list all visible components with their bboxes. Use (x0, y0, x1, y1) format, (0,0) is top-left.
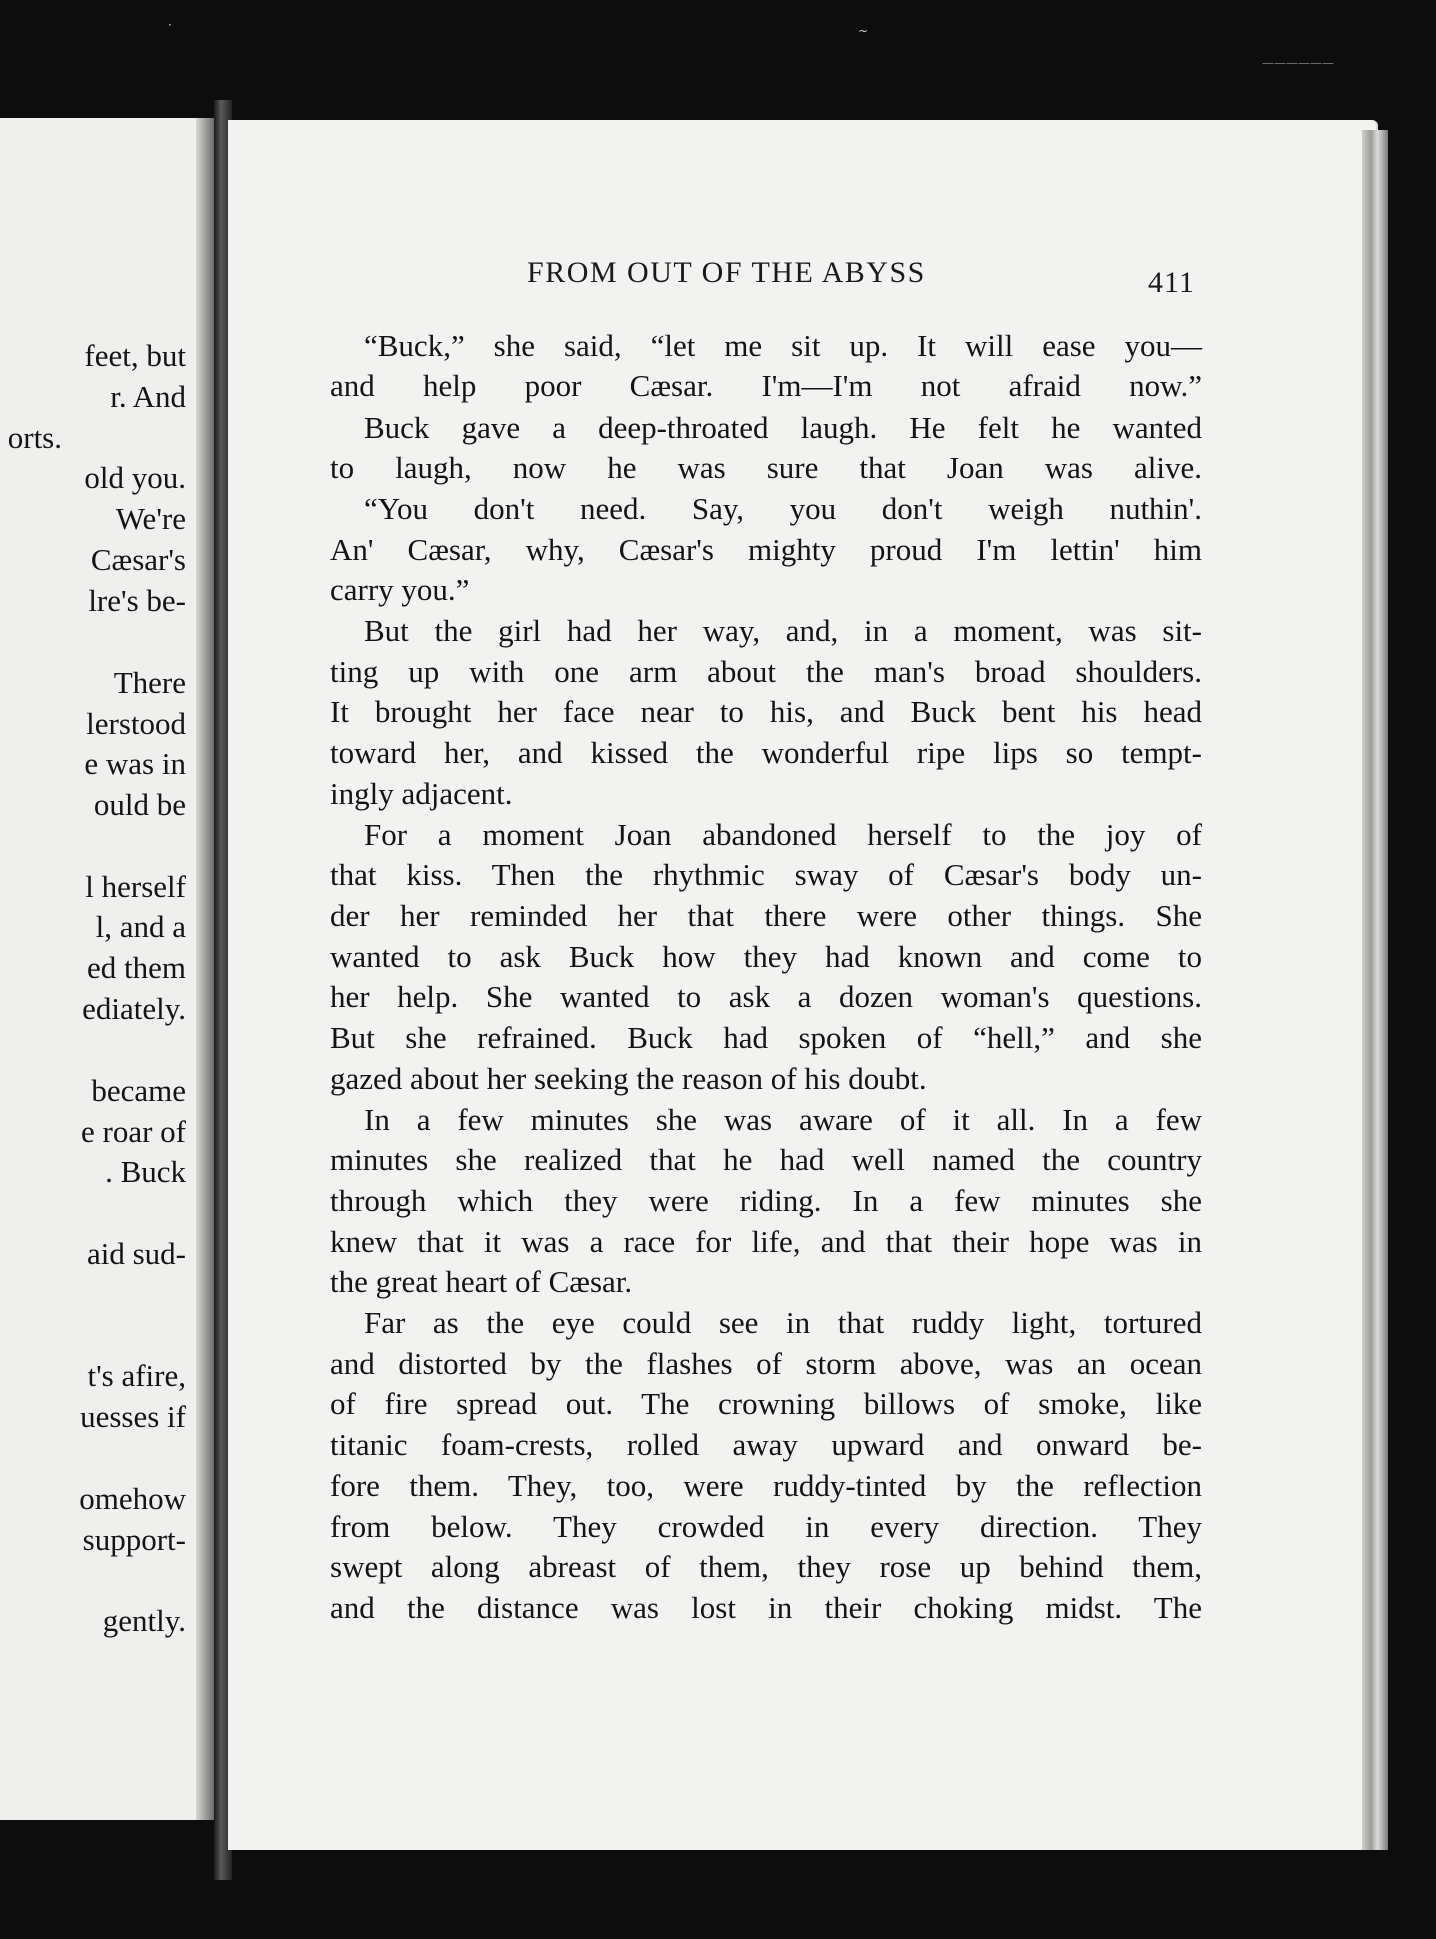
text-line: ingly adjacent. (330, 776, 513, 811)
text-line: Far as the eye could see in that ruddy light, tortured (364, 1305, 1202, 1340)
left-page-line: old you. (84, 460, 186, 495)
text-line: the great heart of Cæsar. (330, 1264, 633, 1299)
left-page-line: ould be (93, 787, 186, 822)
text-line: titanic foam-crests, rolled away upward and onward be- (330, 1427, 1202, 1462)
left-page-line: e roar of (81, 1114, 186, 1149)
text-line: For a moment Joan abandoned herself to the joy of (364, 817, 1202, 852)
left-page-line: ediately. (82, 991, 186, 1026)
left-page-line: aid sud- (86, 1236, 186, 1271)
left-page-line: lre's be- (88, 583, 186, 618)
text-line: “You don't need. Say, you don't weigh nuthin'. (364, 491, 1202, 526)
text-line: of fire spread out. The crowning billows of smoke, like (330, 1386, 1202, 1421)
left-page-line: t's afire, (87, 1358, 186, 1393)
text-line: knew that it was a race for life, and that their hope was in (330, 1224, 1202, 1259)
text-line: gazed about her seeking the reason of his doubt. (330, 1061, 927, 1096)
left-page-line: lerstood (86, 706, 186, 741)
left-page-line: l herself (85, 869, 186, 904)
dust-speck: ~ (858, 24, 869, 38)
dust-speck: · (168, 18, 172, 32)
page-number: 411 (1148, 266, 1195, 299)
text-line: through which they were riding. In a few minutes she (330, 1183, 1202, 1218)
left-page-line: e was in (84, 746, 186, 781)
left-page-line: l, and a (95, 909, 186, 944)
text-line: swept along abreast of them, they rose up behind them, (330, 1549, 1202, 1584)
left-page-line: gently. (102, 1603, 186, 1638)
dust-speck: —————— (1262, 56, 1334, 70)
left-page-line: feet, but (84, 338, 186, 373)
left-page-line: became (91, 1073, 186, 1108)
text-line: “Buck,” she said, “let me sit up. It will ease you— (364, 328, 1202, 363)
text-line: from below. They crowded in every direction. They (330, 1509, 1202, 1544)
left-page-line: omehow (79, 1481, 186, 1516)
left-page-line: support- (82, 1522, 186, 1557)
left-page-line: We're (115, 501, 186, 536)
text-line: But the girl had her way, and, in a moment, was sit- (364, 613, 1202, 648)
text-line: An' Cæsar, why, Cæsar's mighty proud I'm lettin' him (330, 532, 1202, 567)
left-page-line: orts. (7, 420, 62, 455)
left-page-line: r. And (110, 379, 186, 414)
text-line: toward her, and kissed the wonderful ripe lips so tempt- (330, 735, 1202, 770)
text-line: her help. She wanted to ask a dozen woman's questions. (330, 979, 1202, 1014)
left-page-line: Cæsar's (90, 542, 186, 577)
left-page-line: There (113, 665, 186, 700)
text-line: In a few minutes she was aware of it all. In a few (364, 1102, 1202, 1137)
left-page-line: uesses if (80, 1399, 186, 1434)
text-line: It brought her face near to his, and Buck bent his head (330, 694, 1202, 729)
text-line: carry you.” (330, 572, 470, 607)
text-line: fore them. They, too, were ruddy-tinted by the reflection (330, 1468, 1202, 1503)
text-line: But she refrained. Buck had spoken of “hell,” and she (330, 1020, 1202, 1055)
running-head: FROM OUT OF THE ABYSS (527, 256, 926, 289)
text-line: minutes she realized that he had well named the country (330, 1142, 1202, 1177)
right-page-edge (1362, 130, 1388, 1850)
text-line: and the distance was lost in their choking midst. The (330, 1590, 1202, 1625)
text-line: wanted to ask Buck how they had known and come to (330, 939, 1202, 974)
text-line: and help poor Cæsar. I'm—I'm not afraid now.” (330, 368, 1202, 403)
text-line: Buck gave a deep-throated laugh. He felt he wanted (364, 410, 1202, 445)
text-line: and distorted by the flashes of storm above, was an ocean (330, 1346, 1202, 1381)
left-facing-page (0, 118, 212, 1820)
text-line: to laugh, now he was sure that Joan was alive. (330, 450, 1202, 485)
text-line: der her reminded her that there were other things. She (330, 898, 1202, 933)
text-line: that kiss. Then the rhythmic sway of Cæsar's body un- (330, 857, 1202, 892)
left-page-line: ed them (87, 950, 186, 985)
text-line: ting up with one arm about the man's broad shoulders. (330, 654, 1202, 689)
left-page-line: . Buck (105, 1154, 186, 1189)
